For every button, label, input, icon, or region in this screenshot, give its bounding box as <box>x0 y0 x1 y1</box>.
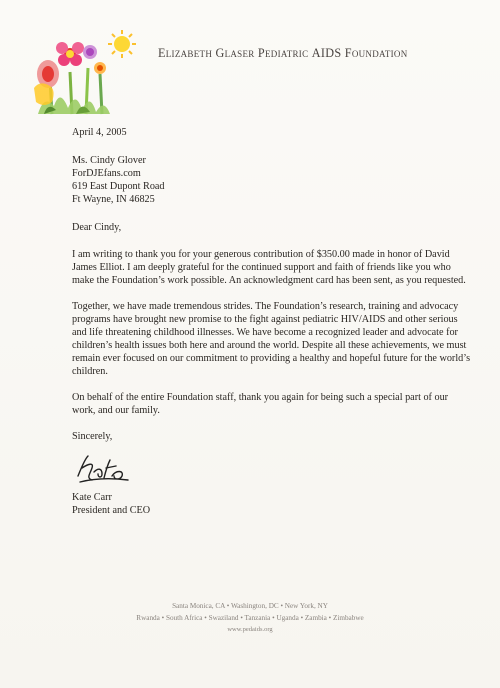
org-name-emphasis: AIDS <box>311 46 342 60</box>
signer-name: Kate Carr <box>72 492 112 503</box>
salutation: Dear Cindy, <box>72 222 122 233</box>
recipient-org: ForDJEfans.com <box>72 168 141 179</box>
closing: Sincerely, <box>72 431 113 442</box>
letter-body <box>72 126 472 443</box>
letter-date: April 4, 2005 <box>72 127 127 138</box>
recipient-name: Ms. Cindy Glover <box>72 155 146 166</box>
recipient-street: 619 East Dupont Road <box>72 181 165 192</box>
signer-title: President and CEO <box>72 505 151 516</box>
paragraph-thanks: I am writing to thank you for your generous contribution of $350.00 made in honor of David James Elliot. I am deeply grateful for the continued support and faith of friends like you who make the Foundation’s work possible. An acknowledgment card has been sent, as you requested. <box>72 249 466 286</box>
paragraph-achievements: Together, we have made tremendous strides. The Foundation’s research, training and advocacy programs have brought new promise to the fight against pediatric HIV/AIDS and other serious and life threatening childhood illnesses. We have become a recognized leader and advocate for children’s health issues both here and around the world. Despite all these achievements, we must remain ever focused on our commitment to providing a healthy and hopeful future for the world’s children. <box>72 301 471 377</box>
footer-locations-us: Santa Monica, CA • Washington, DC • New York, NY <box>172 602 328 610</box>
org-name-prefix: Elizabeth Glaser Pediatric <box>158 46 312 60</box>
paragraph-closing-thanks: On behalf of the entire Foundation staff, thank you again for being such a special part of our work, and our family. <box>72 392 449 416</box>
organization-name <box>158 46 408 61</box>
footer-locations-africa: Rwanda • South Africa • Swaziland • Tanzania • Uganda • Zambia • Zimbabwe <box>136 614 364 622</box>
recipient-city: Ft Wayne, IN 46825 <box>72 194 155 205</box>
org-name-suffix: Foundation <box>341 46 408 60</box>
signer-block <box>72 491 150 517</box>
footer-website: www.pedaids.org <box>227 626 273 633</box>
handwritten-signature-icon <box>72 448 162 488</box>
letterhead-footer <box>0 600 500 636</box>
recipient-address <box>72 154 472 206</box>
flowers-sun-icon <box>30 28 138 116</box>
